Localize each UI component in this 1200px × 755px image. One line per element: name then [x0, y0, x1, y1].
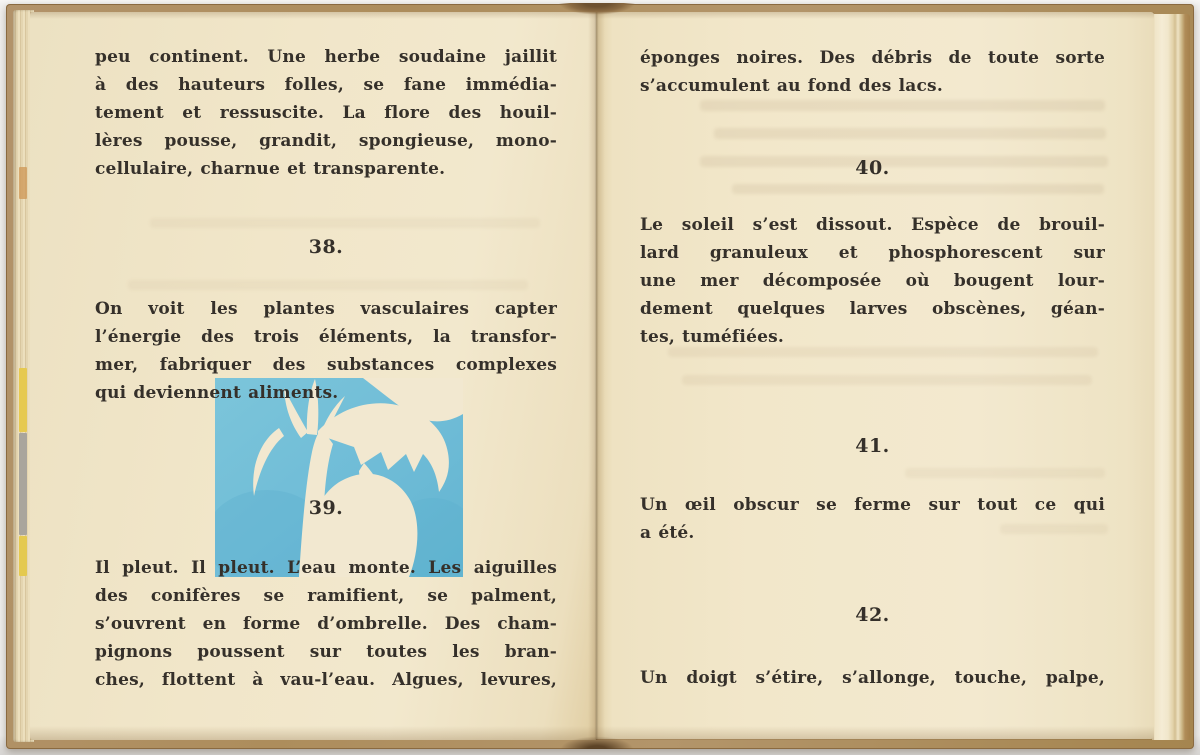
page-bottom-shade [30, 726, 1154, 740]
text-line: Un doigt s’étire, s’allonge, touche, palpe, [640, 668, 1105, 688]
text-line: pignons poussent sur toutes les bran- [95, 642, 557, 662]
text-line: Le soleil s’est dissout. Espèce de brouil- [640, 215, 1105, 235]
fore-edge-marker-yellow [19, 368, 27, 432]
text-line: éponges noires. Des débris de toute sorte [640, 48, 1105, 68]
section-41-paragraph [640, 491, 1105, 547]
text-line: une mer décomposée où bougent lour- [640, 271, 1105, 291]
bleed-through [682, 375, 1092, 385]
text-line: peu continent. Une herbe soudaine jaillit [95, 47, 557, 67]
section-40-paragraph [640, 211, 1105, 351]
page-fore-edge-right [1152, 14, 1190, 740]
text-line: Il pleut. Il pleut. L’eau monte. Les aiguilles [95, 558, 557, 578]
section-number-39: 39. [308, 497, 344, 519]
book-gutter [588, 12, 605, 740]
text-line: Un œil obscur se ferme sur tout ce qui [640, 495, 1105, 515]
text-line: tes, tuméfiées. [640, 327, 784, 347]
section-42-paragraph [640, 664, 1105, 692]
text-line: tement et ressuscite. La flore des houil- [95, 103, 557, 123]
text-line: s’accumulent au fond des lacs. [640, 76, 943, 96]
left-continuation-paragraph [95, 43, 557, 183]
text-line: On voit les plantes vasculaires capter [95, 299, 557, 319]
text-line: lard granuleux et phosphorescent sur [640, 243, 1105, 263]
bleed-through [128, 280, 528, 290]
text-line: dement quelques larves obscènes, géan- [640, 299, 1105, 319]
right-continuation-paragraph [640, 44, 1105, 100]
section-number-40: 40. [855, 157, 890, 179]
fore-edge-marker-orange [19, 167, 27, 199]
section-39-paragraph [95, 554, 557, 694]
section-number-41: 41. [855, 435, 890, 457]
fore-edge-marker-yellow-2 [19, 536, 27, 576]
text-line: à des hauteurs folles, se fane immédia- [95, 75, 557, 95]
text-line: des conifères se ramifient, se palment, [95, 586, 557, 606]
blue-plant-illustration [215, 378, 463, 577]
text-line: cellulaire, charnue et transparente. [95, 159, 446, 179]
bleed-through [150, 218, 540, 228]
text-line: s’ouvrent en forme d’ombrelle. Des cham- [95, 614, 557, 634]
text-line: qui deviennent aliments. [95, 383, 339, 403]
bleed-through [732, 184, 1104, 194]
text-line: a été. [640, 523, 695, 543]
text-line: mer, fabriquer des substances complexes [95, 355, 557, 375]
section-38-paragraph [95, 295, 557, 407]
bleed-through [905, 468, 1105, 478]
section-number-38: 38. [308, 236, 344, 258]
section-number-42: 42. [855, 604, 890, 626]
text-line: lères pousse, grandit, spongieuse, mono- [95, 131, 557, 151]
bleed-through [714, 128, 1106, 139]
page-top-shade [30, 12, 1154, 19]
text-line: ches, flottent à vau-l’eau. Algues, levures, [95, 670, 557, 690]
bleed-through [700, 100, 1105, 111]
text-line: l’énergie des trois éléments, la transfor- [95, 327, 557, 347]
fore-edge-marker-gray [19, 433, 27, 535]
